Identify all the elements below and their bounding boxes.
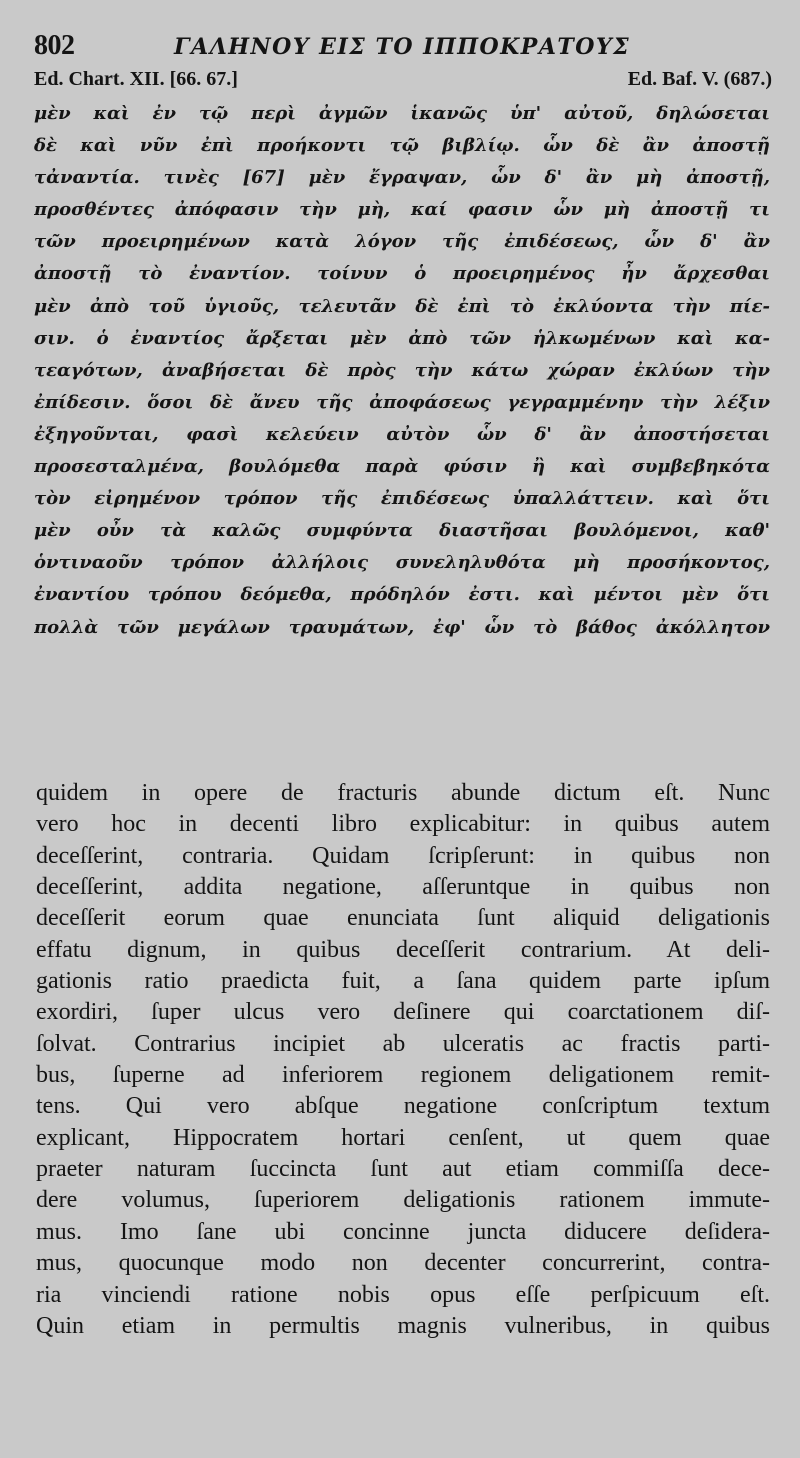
greek-text-line: ἐναντίου τρόπου δεόμεθα, πρόδηλόν ἐστι. καὶ μέντοι μὲν ὅτι — [34, 584, 770, 606]
latin-text-line: explicant, Hippocratem hortari cenſent, ut quem quae — [36, 1124, 770, 1151]
latin-text-line: Quin etiam in permultis magnis vulneribus, in quibus — [36, 1312, 770, 1339]
greek-text-line: ὁντιναοῦν τρόπον ἀλλήλοις συνεληλυθότα μὴ προσήκοντος, — [34, 552, 770, 574]
greek-text-line: τὸν εἰρημένον τρόπον τῆς ἐπιδέσεως ὑπαλλάττειν. καὶ ὅτι — [34, 488, 770, 510]
latin-text-line: deceſſerit eorum quae enunciata ſunt aliquid deligationis — [36, 905, 770, 932]
greek-text-block — [34, 98, 770, 644]
latin-text-line: vero hoc in decenti libro explicabitur: in quibus autem — [36, 811, 770, 838]
greek-text-line: προσεσταλμένα, βουλόμεθα παρὰ φύσιν ἢ καὶ συμβεβηκότα — [34, 456, 770, 478]
latin-text-line: exordiri, ſuper ulcus vero deſinere qui coarctationem diſ- — [36, 999, 770, 1026]
greek-text-line: ἀποστῇ τὸ ἐναντίον. τοίνυν ὁ προειρημένος ἦν ἄρχεσθαι — [34, 263, 770, 285]
greek-text-line: τεαγότων, ἀναβήσεται δὲ πρὸς τὴν κάτω χώραν ἐκλύων τὴν — [34, 359, 770, 381]
greek-text-line: δὲ καὶ νῦν ἐπὶ προήκοντι τῷ βιβλίῳ. ὧν δὲ ἂν ἀποστῇ — [34, 135, 770, 157]
latin-text-block — [36, 778, 770, 1342]
latin-text-line: effatu dignum, in quibus deceſſerit contrarium. At deli- — [36, 936, 770, 963]
greek-text-line: τῶν προειρημένων κατὰ λόγον τῆς ἐπιδέσεως, ὧν δ' ἂν — [34, 231, 770, 253]
latin-text-line: gationis ratio praedicta fuit, a ſana quidem parte ipſum — [36, 968, 770, 995]
greek-text-line: ἐξηγοῦνται, φασὶ κελεύειν αὐτὸν ὧν δ' ἂν ἀποστήσεται — [34, 423, 770, 445]
edition-reference-chartier: Ed. Chart. XII. [66. 67.] — [34, 68, 238, 90]
latin-text-line: ria vinciendi ratione nobis opus eſſe perſpicuum eſt. — [36, 1281, 770, 1308]
page-header — [34, 30, 770, 66]
latin-text-line: mus. Imo ſane ubi concinne juncta diducere deſidera- — [36, 1218, 770, 1245]
running-title: ΓΑΛΗΝΟΥ ΕΙΣ ΤΟ ΙΠΠΟΚΡΑΤΟΥΣ — [174, 34, 631, 60]
latin-text-line: quidem in opere de fracturis abunde dictum eſt. Nunc — [36, 780, 770, 806]
greek-text-line: μὲν οὖν τὰ καλῶς συμφύντα διαστῆσαι βουλόμενοι, καθ' — [34, 520, 770, 542]
greek-text-line: πολλὰ τῶν μεγάλων τραυμάτων, ἐφ' ὧν τὸ βάθος ἀκόλλητον — [34, 616, 770, 638]
page-number: 802 — [34, 30, 75, 61]
latin-text-line: ſolvat. Contrarius incipiet ab ulceratis ac fractis parti- — [36, 1030, 770, 1057]
latin-text-line: praeter naturam ſuccincta ſunt aut etiam commiſſa dece- — [36, 1156, 770, 1183]
latin-text-line: deceſſerint, contraria. Quidam ſcripſerunt: in quibus non — [36, 842, 770, 869]
greek-text-line: προσθέντες ἀπόφασιν τὴν μὴ, καί φασιν ὧν μὴ ἀποστῇ τι — [34, 199, 770, 221]
latin-text-line: mus, quocunque modo non decenter concurrerint, contra- — [36, 1250, 770, 1277]
latin-text-line: bus, ſuperne ad inferiorem regionem deligationem remit- — [36, 1062, 770, 1089]
edition-reference-basel: Ed. Baf. V. (687.) — [627, 68, 772, 90]
greek-text-line: μὲν ἀπὸ τοῦ ὑγιοῦς, τελευτᾶν δὲ ἐπὶ τὸ ἐκλύοντα τὴν πίε- — [34, 295, 770, 317]
latin-text-line: deceſſerint, addita negatione, aſſeruntque in quibus non — [36, 874, 770, 901]
greek-text-line: τἀναντία. τινὲς [67] μὲν ἔγραψαν, ὧν δ' ἂν μὴ ἀποστῇ, — [34, 167, 770, 189]
greek-text-line: ἐπίδεσιν. ὅσοι δὲ ἄνευ τῆς ἀποφάσεως γεγραμμένην τὴν λέξιν — [34, 391, 770, 413]
latin-text-line: tens. Qui vero abſque negatione conſcriptum textum — [36, 1093, 770, 1120]
latin-text-line: dere volumus, ſuperiorem deligationis rationem immute- — [36, 1187, 770, 1214]
edition-references — [34, 68, 772, 94]
greek-text-line: σιν. ὁ ἐναντίος ἄρξεται μὲν ἀπὸ τῶν ἡλκωμένων καὶ κα- — [34, 327, 770, 349]
greek-text-line: μὲν καὶ ἐν τῷ περὶ ἀγμῶν ἱκανῶς ὑπ' αὐτοῦ, δηλώσεται — [34, 103, 770, 124]
